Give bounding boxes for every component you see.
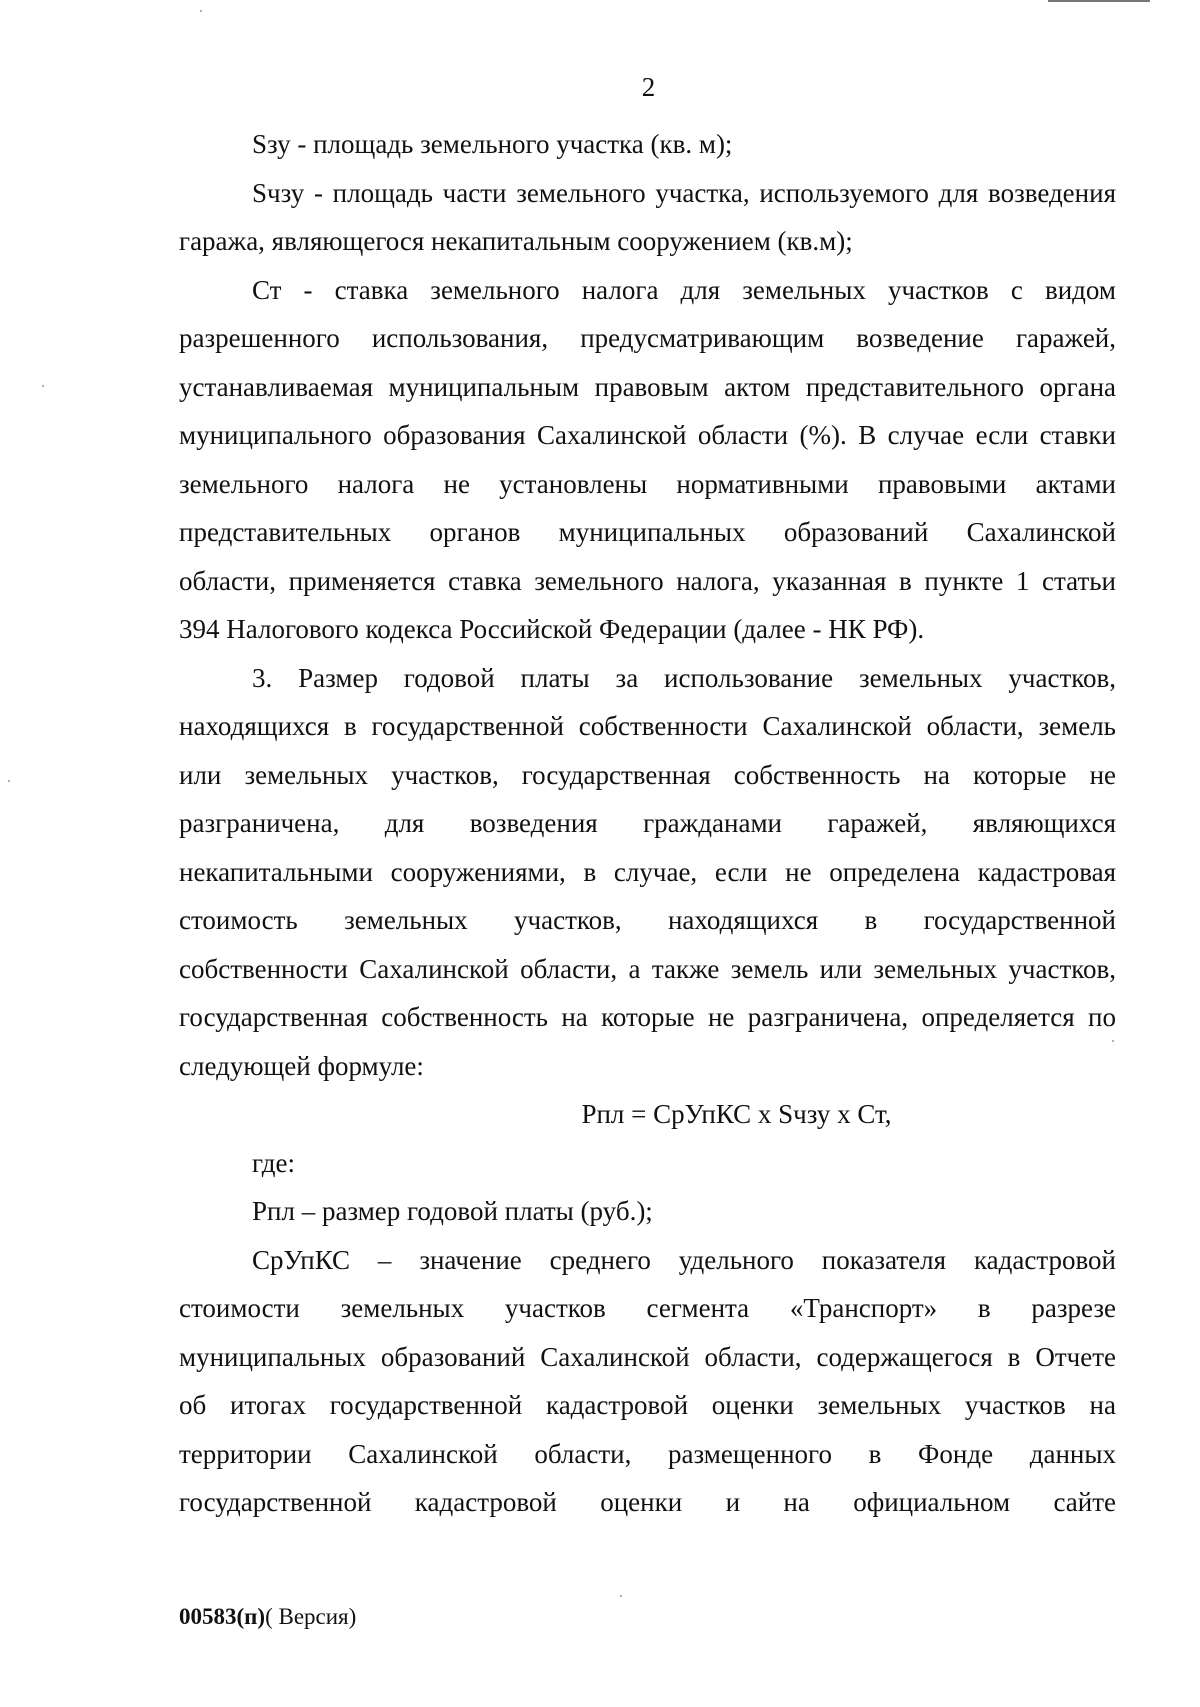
document-body	[179, 120, 1116, 1527]
text-line: территории Сахалинской области, размещенного в Фонде данных	[179, 1438, 1116, 1469]
text-line: находящихся в государственной собственности Сахалинской области, земель	[179, 711, 1116, 741]
text-line: об итогах государственной кадастровой оценки земельных участков на	[179, 1390, 1116, 1420]
text-line: гаража, являющегося некапитальным сооружением (кв.м);	[179, 226, 853, 256]
document-code: 00583(п)	[179, 1604, 266, 1629]
scan-speck	[42, 385, 44, 387]
text-line: муниципального образования Сахалинской области (%). В случае если ставки	[179, 420, 1116, 450]
scan-edge-mark	[1048, 0, 1150, 2]
text-line: разграничена, для возведения гражданами гаражей, являющихся	[179, 808, 1116, 838]
version-label: ( Версия)	[265, 1604, 357, 1629]
text-line: стоимости земельных участков сегмента «Транспорт» в разрезе	[179, 1293, 1116, 1323]
text-line: следующей формуле:	[179, 1050, 424, 1081]
formula: Рпл = СрУпКС х Sчзу х Ст,	[581, 1099, 892, 1129]
text-line: стоимость земельных участков, находящихся в государственной	[179, 905, 1116, 935]
text-line: где:	[252, 1147, 295, 1178]
text-line: устанавливаемая муниципальным правовым актом представительного органа	[179, 371, 1116, 402]
text-line: муниципальных образований Сахалинской области, содержащегося в Отчете	[179, 1341, 1116, 1372]
text-line: СрУпКС – значение среднего удельного показателя кадастровой	[252, 1244, 1116, 1275]
scan-speck	[8, 780, 10, 782]
scan-speck	[200, 10, 202, 12]
text-line: государственной кадастровой оценки и на официальном сайте	[179, 1487, 1116, 1517]
text-line: разрешенного использования, предусматривающим возведение гаражей,	[179, 323, 1116, 353]
text-line: государственная собственность на которые не разграничена, определяется по	[179, 1002, 1116, 1032]
text-line: некапитальными сооружениями, в случае, если не определена кадастровая	[179, 856, 1116, 887]
scan-speck	[620, 1595, 622, 1597]
text-line: или земельных участков, государственная собственность на которые не	[179, 759, 1116, 790]
text-line: земельного налога не установлены нормативными правовыми актами	[179, 468, 1116, 499]
text-line: собственности Сахалинской области, а также земель или земельных участков,	[179, 953, 1116, 984]
document-footer	[179, 1604, 356, 1630]
text-line: Sчзу - площадь части земельного участка, используемого для возведения	[252, 177, 1116, 208]
text-line: представительных органов муниципальных образований Сахалинской	[179, 517, 1116, 547]
text-line: Рпл – размер годовой платы (руб.);	[252, 1196, 653, 1226]
text-line: Sзу - площадь земельного участка (кв. м);	[252, 129, 733, 159]
text-line: Ст - ставка земельного налога для земельных участков с видом	[252, 274, 1116, 305]
page-number: 2	[641, 72, 656, 102]
text-line: области, применяется ставка земельного налога, указанная в пункте 1 статьи	[179, 565, 1116, 596]
text-line: 394 Налогового кодекса Российской Федерации (далее - НК РФ).	[179, 614, 925, 644]
text-line: 3. Размер годовой платы за использование земельных участков,	[252, 662, 1116, 693]
